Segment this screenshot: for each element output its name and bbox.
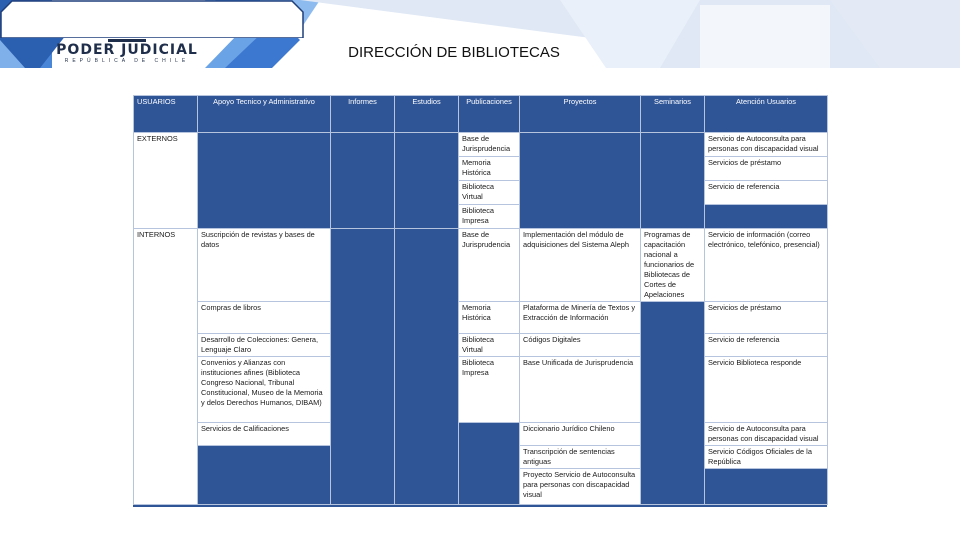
table-cell: Compras de libros bbox=[198, 302, 331, 334]
header-row bbox=[134, 96, 828, 133]
table-cell: Biblioteca Impresa bbox=[459, 357, 520, 423]
table-cell: Base Unificada de Jurisprudencia bbox=[520, 357, 641, 423]
empty-cell bbox=[331, 229, 395, 505]
empty-cell bbox=[459, 423, 520, 505]
table-cell: Servicio de información (correo electrónico, telefónico, presencial) bbox=[705, 229, 828, 302]
table-cell: Programas de capacitación nacional a funcionarios de Bibliotecas de Cortes de Apelaciones bbox=[641, 229, 705, 302]
header-banner bbox=[0, 0, 960, 68]
table-cell: Biblioteca Virtual bbox=[459, 181, 520, 205]
table-cell: Transcripción de sentencias antiguas bbox=[520, 446, 641, 469]
table-cell: Implementación del módulo de adquisiciones del Sistema Aleph bbox=[520, 229, 641, 302]
table-cell: Plataforma de Minería de Textos y Extracción de Información bbox=[520, 302, 641, 334]
empty-cell bbox=[705, 205, 828, 229]
row-label-internos: INTERNOS bbox=[134, 229, 198, 505]
empty-cell bbox=[198, 133, 331, 229]
table-cell: Servicios de Calificaciones bbox=[198, 423, 331, 446]
column-header: USUARIOS bbox=[134, 96, 198, 133]
column-header: Publicaciones bbox=[459, 96, 520, 133]
table-cell: Suscripción de revistas y bases de datos bbox=[198, 229, 331, 302]
empty-cell bbox=[641, 302, 705, 505]
table-cell: Proyecto Servicio de Autoconsulta para personas con discapacidad visual bbox=[520, 469, 641, 505]
table-cell: Servicio de referencia bbox=[705, 181, 828, 205]
empty-cell bbox=[520, 133, 641, 229]
column-header: Informes bbox=[331, 96, 395, 133]
title-tab-shape bbox=[0, 0, 304, 38]
table-cell: Desarrollo de Colecciones: Genera, Lenguaje Claro bbox=[198, 334, 331, 357]
table-cell: Base de Jurisprudencia bbox=[459, 133, 520, 157]
column-header: Atención Usuarios bbox=[705, 96, 828, 133]
page-title: DIRECCIÓN DE BIBLIOTECAS bbox=[348, 44, 560, 61]
table-cell: Servicio Códigos Oficiales de la República bbox=[705, 446, 828, 469]
table-cell: Convenios y Alianzas con instituciones afines (Biblioteca Congreso Nacional, Tribunal Constitucional, Museo de la Memoria y delos Derechos Humanos, DIBAM) bbox=[198, 357, 331, 423]
table-cell: Servicio de Autoconsulta para personas con discapacidad visual bbox=[705, 423, 828, 446]
table-cell: Servicio de Autoconsulta para personas con discapacidad visual bbox=[705, 133, 828, 157]
table-cell: Servicios de préstamo bbox=[705, 157, 828, 181]
table-cell: Memoria Histórica bbox=[459, 157, 520, 181]
empty-cell bbox=[198, 446, 331, 505]
table-cell: Servicio Biblioteca responde bbox=[705, 357, 828, 423]
logo-subtext: REPÚBLICA DE CHILE bbox=[64, 58, 190, 64]
empty-cell bbox=[395, 133, 459, 229]
column-header: Proyectos bbox=[520, 96, 641, 133]
table-cell: Servicios de préstamo bbox=[705, 302, 828, 334]
table-cell: Base de Jurisprudencia bbox=[459, 229, 520, 302]
table-cell: Memoria Histórica bbox=[459, 302, 520, 334]
organization-table bbox=[133, 95, 827, 507]
column-header: Apoyo Tecnico y Administrativo bbox=[198, 96, 331, 133]
empty-cell bbox=[395, 229, 459, 505]
logo-text: PODER JUDICIAL bbox=[56, 42, 198, 58]
row-label-externos: EXTERNOS bbox=[134, 133, 198, 229]
column-header: Estudios bbox=[395, 96, 459, 133]
table-cell: Biblioteca Impresa bbox=[459, 205, 520, 229]
table-cell: Servicio de referencia bbox=[705, 334, 828, 357]
table-cell: Diccionario Jurídico Chileno bbox=[520, 423, 641, 446]
services-grid bbox=[133, 95, 828, 505]
table-cell: Códigos Digitales bbox=[520, 334, 641, 357]
empty-cell bbox=[641, 133, 705, 229]
column-header: Seminarios bbox=[641, 96, 705, 133]
empty-cell bbox=[331, 133, 395, 229]
table-cell: Biblioteca Virtual bbox=[459, 334, 520, 357]
empty-cell bbox=[705, 469, 828, 505]
